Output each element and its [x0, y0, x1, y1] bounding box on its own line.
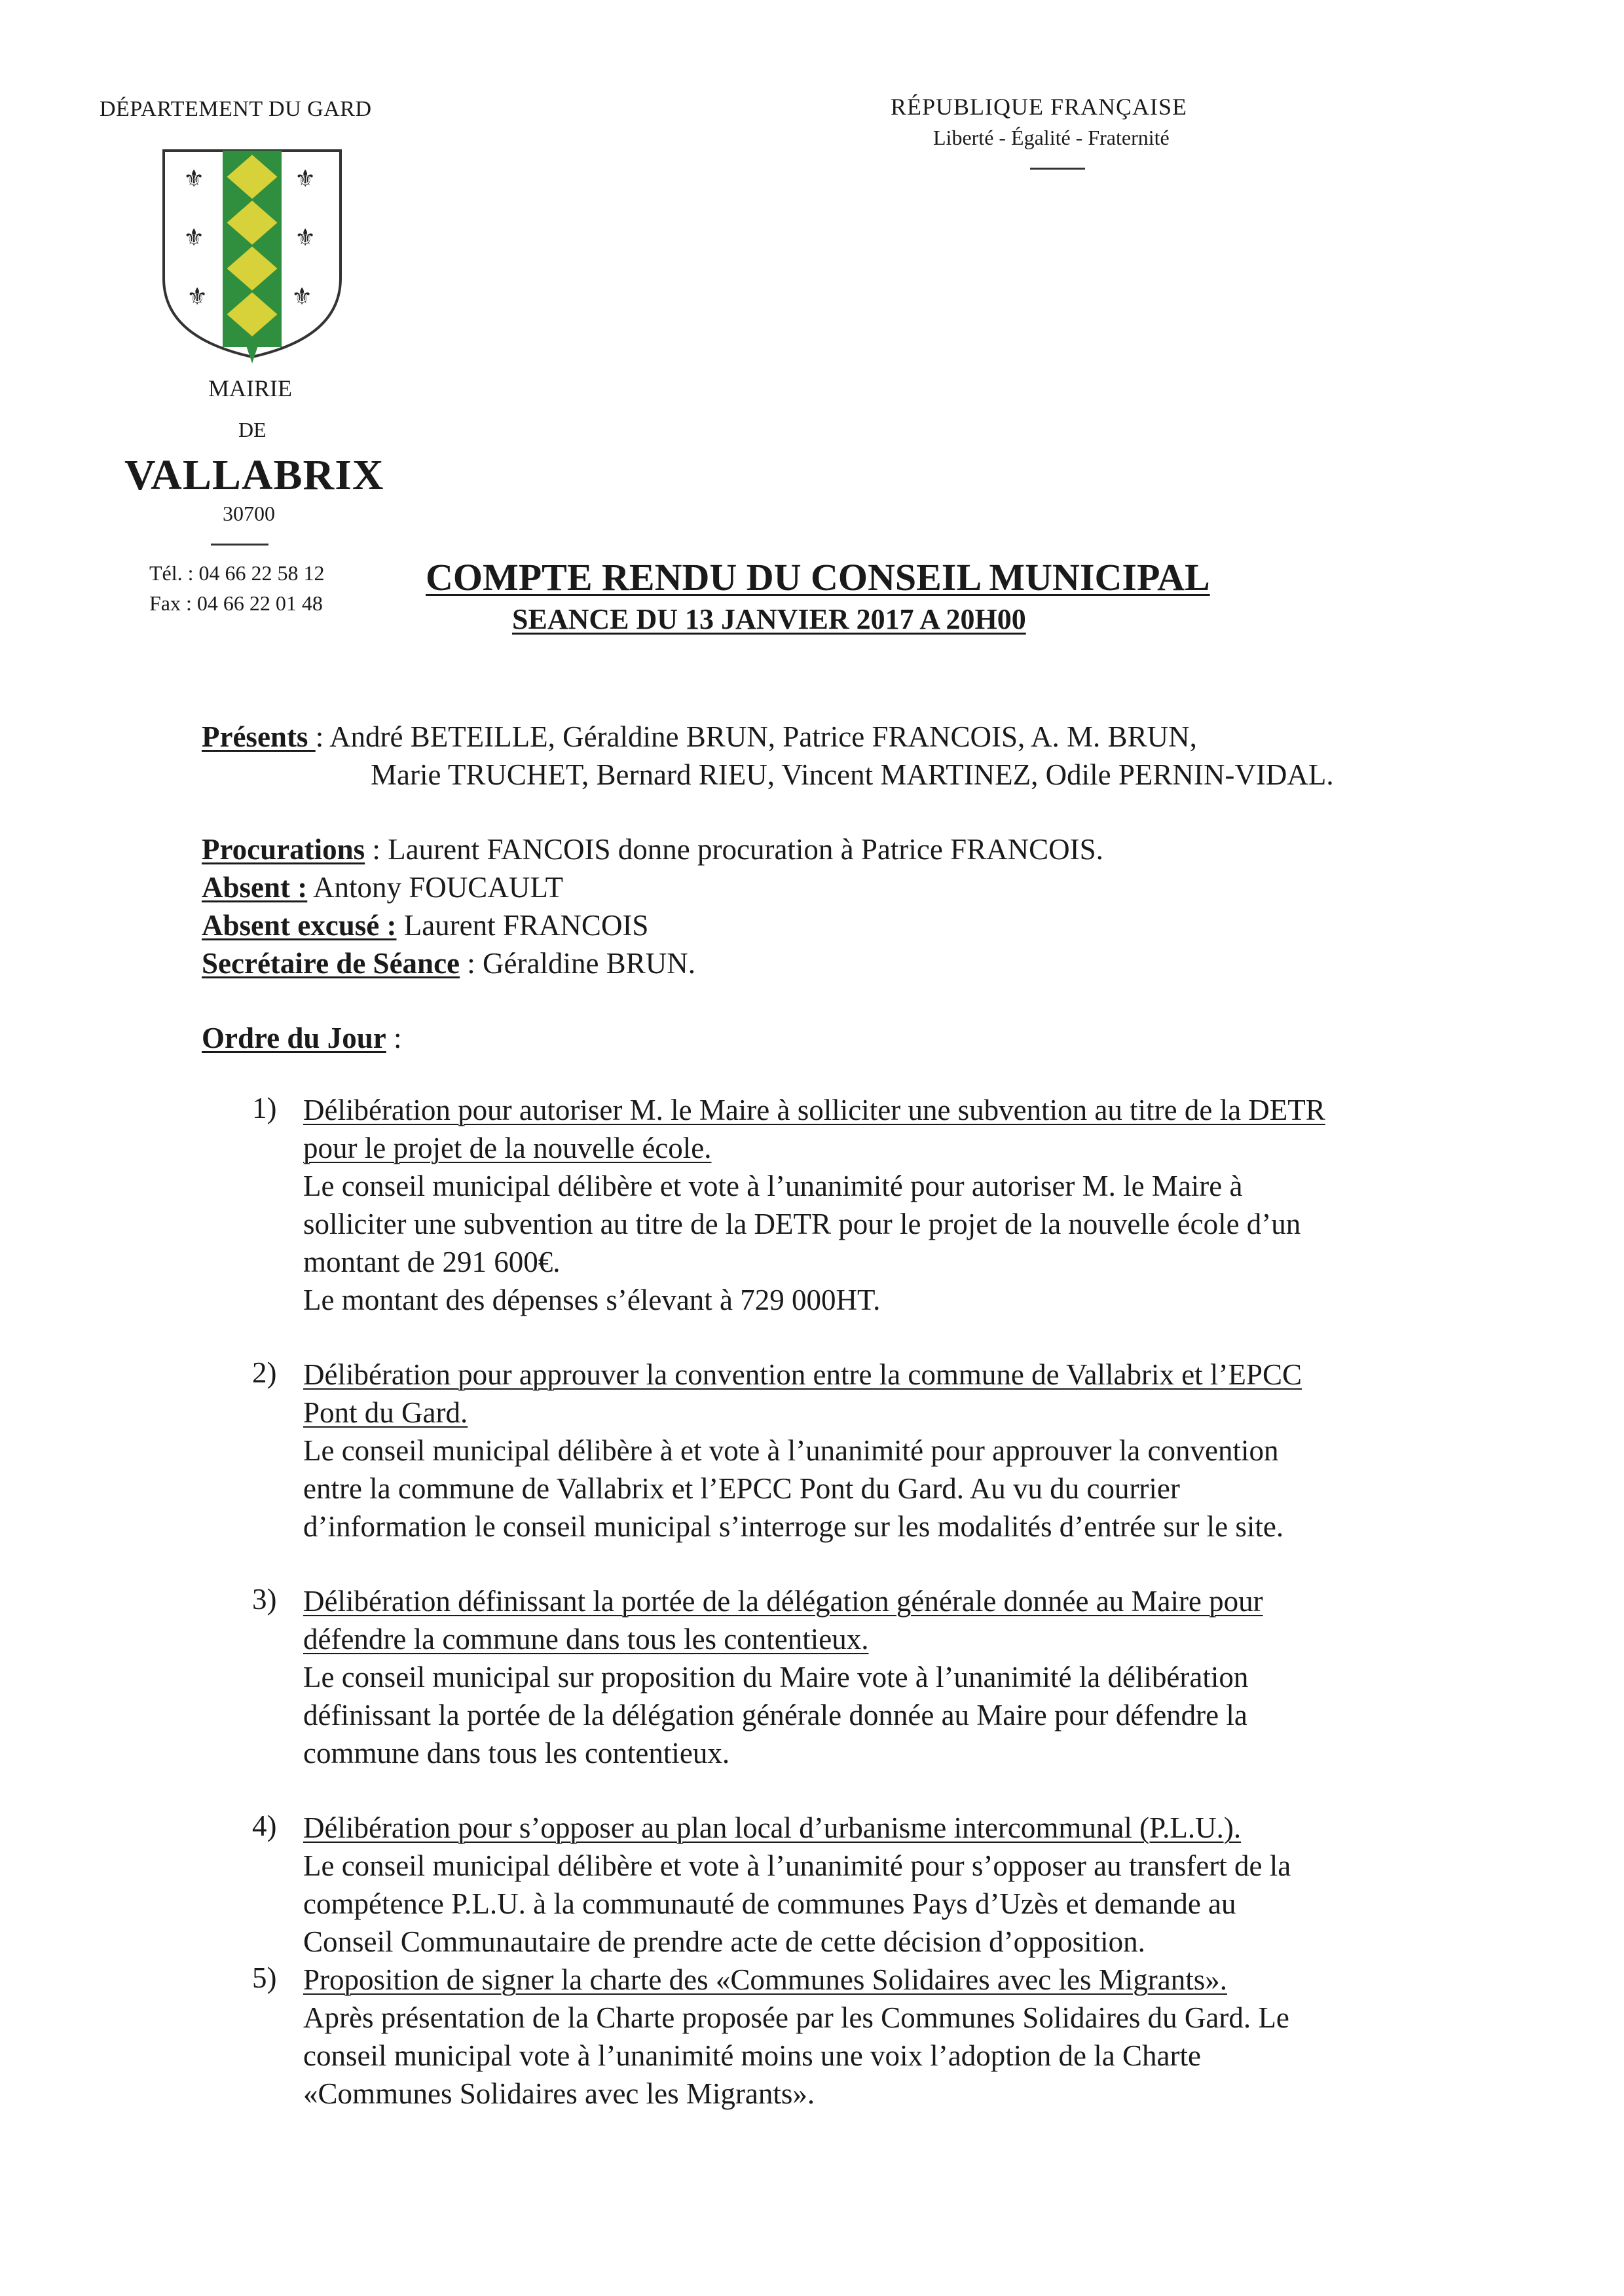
- procurations-line: [202, 830, 1103, 868]
- absent-excuse-label: Absent excusé :: [202, 909, 397, 942]
- agenda-item-body-line: Après présentation de la Charte proposée par les Communes Solidaires du Gard. Le: [303, 2001, 1289, 2034]
- svg-text:⚜: ⚜: [183, 166, 205, 193]
- republic-label: RÉPUBLIQUE FRANÇAISE: [891, 94, 1188, 120]
- secretaire-label: Secrétaire de Séance: [202, 947, 460, 980]
- agenda-item-number: 5): [252, 1961, 277, 1994]
- presents-line-2: Marie TRUCHET, Bernard RIEU, Vincent MARTINEZ, Odile PERNIN-VIDAL.: [371, 758, 1334, 791]
- agenda-item-heading: Pont du Gard.: [303, 1396, 468, 1429]
- agenda-item-body-line: Conseil Communautaire de prendre acte de cette décision d’opposition.: [303, 1925, 1145, 1958]
- agenda-item-body-line: entre la commune de Vallabrix et l’EPCC Pont du Gard. Au vu du courrier: [303, 1472, 1180, 1505]
- svg-text:⚜: ⚜: [291, 284, 313, 310]
- presents-label: Présents: [202, 720, 316, 753]
- agenda-item-body-line: solliciter une subvention au titre de la DETR pour le projet de la nouvelle école d’un: [303, 1208, 1301, 1240]
- agenda-item-body-line: Le conseil municipal délibère et vote à l’unanimité pour s’opposer au transfert de la: [303, 1849, 1291, 1882]
- agenda-item-number: 3): [252, 1583, 277, 1616]
- agenda-item-body-line: Le montant des dépenses s’élevant à 729 000HT.: [303, 1284, 881, 1316]
- agenda-item-body-line: Le conseil municipal sur proposition du Maire vote à l’unanimité la délibération: [303, 1661, 1249, 1694]
- agenda-item-number: 2): [252, 1356, 277, 1389]
- agenda-item-heading: Proposition de signer la charte des «Communes Solidaires avec les Migrants».: [303, 1963, 1227, 1996]
- agenda-item-heading: Délibération pour s’opposer au plan local d’urbanisme intercommunal (P.L.U.).: [303, 1811, 1242, 1844]
- svg-text:⚜: ⚜: [183, 225, 205, 251]
- commune-name: VALLABRIX: [124, 451, 384, 499]
- agenda-item-body-line: définissant la portée de la délégation générale donnée au Maire pour défendre la: [303, 1699, 1247, 1731]
- absent-label: Absent :: [202, 871, 308, 904]
- secretaire-line: [202, 944, 695, 982]
- contact-block: [149, 558, 325, 618]
- agenda-item-heading: Délibération définissant la portée de la délégation générale donnée au Maire pour: [303, 1585, 1263, 1618]
- department-label: DÉPARTEMENT DU GARD: [100, 97, 372, 121]
- procurations-label: Procurations: [202, 833, 365, 866]
- agenda-item-body-line: montant de 291 600€.: [303, 1246, 561, 1278]
- agenda-item-heading: Délibération pour autoriser M. le Maire à solliciter une subvention au titre de la DETR: [303, 1094, 1325, 1126]
- agenda-label: Ordre du Jour: [202, 1022, 386, 1054]
- agenda-item-heading: Délibération pour approuver la convention entre la commune de Vallabrix et l’EPCC: [303, 1358, 1302, 1391]
- agenda-heading: [202, 1019, 401, 1057]
- mairie-label: MAIRIE: [208, 375, 292, 401]
- fax-number: Fax : 04 66 22 01 48: [149, 591, 323, 615]
- agenda-item-body-line: «Communes Solidaires avec les Migrants».: [303, 2077, 815, 2110]
- svg-text:⚜: ⚜: [187, 284, 208, 310]
- agenda-item-body-line: commune dans tous les contentieux.: [303, 1737, 730, 1769]
- agenda-item-number: 4): [252, 1809, 277, 1842]
- divider: [1030, 168, 1085, 170]
- agenda-item-body-line: conseil municipal vote à l’unanimité moins une voix l’adoption de la Charte: [303, 2039, 1201, 2072]
- divider: [211, 544, 268, 546]
- agenda-item-body-line: compétence P.L.U. à la communauté de communes Pays d’Uzès et demande au: [303, 1887, 1236, 1920]
- procurations-text: : Laurent FANCOIS donne procuration à Patrice FRANCOIS.: [365, 833, 1103, 866]
- presents-text: : André BETEILLE, Géraldine BRUN, Patrice FRANCOIS, A. M. BRUN,: [315, 720, 1197, 753]
- agenda-item-body-line: Le conseil municipal délibère à et vote à l’unanimité pour approuver la convention: [303, 1434, 1279, 1467]
- presents-line: [202, 718, 1197, 756]
- absent-line: [202, 868, 563, 906]
- agenda-item-heading: défendre la commune dans tous les contentieux.: [303, 1623, 869, 1656]
- agenda-item-number: 1): [252, 1092, 277, 1124]
- de-label: DE: [238, 418, 267, 441]
- secretaire-text: : Géraldine BRUN.: [460, 947, 695, 980]
- agenda-item-body-line: Le conseil municipal délibère et vote à l’unanimité pour autoriser M. le Maire à: [303, 1170, 1243, 1202]
- absent-text: Antony FOUCAULT: [307, 871, 564, 904]
- absent-excuse-line: [202, 906, 648, 944]
- agenda-item-heading: pour le projet de la nouvelle école.: [303, 1132, 712, 1164]
- postal-code: 30700: [223, 502, 275, 525]
- motto: Liberté - Égalité - Fraternité: [933, 126, 1170, 149]
- agenda-label-suffix: :: [386, 1022, 402, 1054]
- coat-of-arms-icon: [157, 147, 347, 363]
- session-date: SEANCE DU 13 JANVIER 2017 A 20H00: [512, 603, 1026, 635]
- phone-number: Tél. : 04 66 22 58 12: [149, 561, 325, 585]
- svg-text:⚜: ⚜: [295, 166, 316, 193]
- document-title: COMPTE RENDU DU CONSEIL MUNICIPAL: [426, 556, 1210, 599]
- absent-excuse-text: Laurent FRANCOIS: [396, 909, 649, 942]
- agenda-item-body-line: d’information le conseil municipal s’interroge sur les modalités d’entrée sur le site.: [303, 1510, 1284, 1543]
- svg-text:⚜: ⚜: [295, 225, 316, 251]
